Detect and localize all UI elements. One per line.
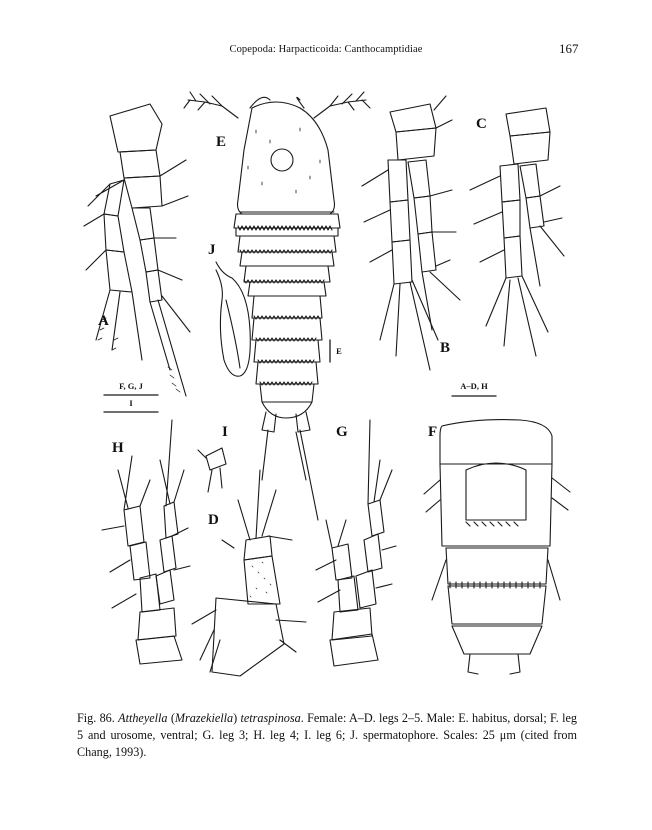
leg-drawing-b	[362, 96, 460, 370]
figure-caption: Fig. 86. Attheyella (Mrazekiella) tetraspinosa. Female: A–D. legs 2–5. Male: E. habitus, dorsal; F. leg 5 and urosome, ventral; G. leg 3; H. leg 4; I. leg 6; J. spermatophore. Scales: 25 μm (cited from Chang, 1993).	[77, 711, 578, 759]
panel-label-c: C	[476, 116, 487, 132]
leg6-drawing	[198, 448, 226, 492]
spermatophore-drawing	[216, 262, 250, 376]
scale-label-fgj: F, G, J	[119, 381, 143, 391]
caption-species: tetraspinosa	[240, 711, 301, 725]
caption-genus: Attheyella	[118, 711, 168, 725]
panel-label-g: G	[336, 424, 348, 440]
panel-label-h: H	[112, 440, 124, 456]
leg-drawing-a	[84, 104, 190, 396]
panel-label-b: B	[440, 340, 451, 356]
page-number: 167	[559, 41, 579, 56]
running-head: Copepoda: Harpacticoida: Canthocamptidiae	[229, 44, 423, 55]
panel-label-j: J	[208, 242, 216, 258]
urosome-drawing	[424, 420, 570, 674]
leg-drawing-d	[192, 470, 306, 676]
caption-text: . Female: A–D. legs 2–5. Male: E. habitus, dorsal; F. leg 5 and urosome, ventral; G. leg 3; H. leg 4; I. leg 6; J. spermatophore. Scales: 25 μm (cited from Chang, 1993).	[77, 711, 578, 759]
leg-drawing-g	[316, 420, 396, 666]
panel-label-d: D	[208, 512, 219, 528]
leg-drawing-c	[470, 108, 564, 356]
scale-label-e: E	[336, 346, 342, 356]
panel-label-a: A	[98, 313, 109, 329]
panel-label-f: F	[428, 424, 438, 440]
scale-label-adh: A–D, H	[460, 381, 488, 391]
panel-label-i: I	[222, 424, 228, 440]
caption-fig-number: Fig. 86.	[77, 711, 115, 725]
panel-label-e: E	[216, 134, 227, 150]
leg-drawing-h	[102, 420, 190, 664]
caption-subgenus: Mrazekiella	[174, 711, 234, 725]
habitus-drawing	[184, 92, 370, 520]
scale-label-i: I	[129, 398, 133, 408]
